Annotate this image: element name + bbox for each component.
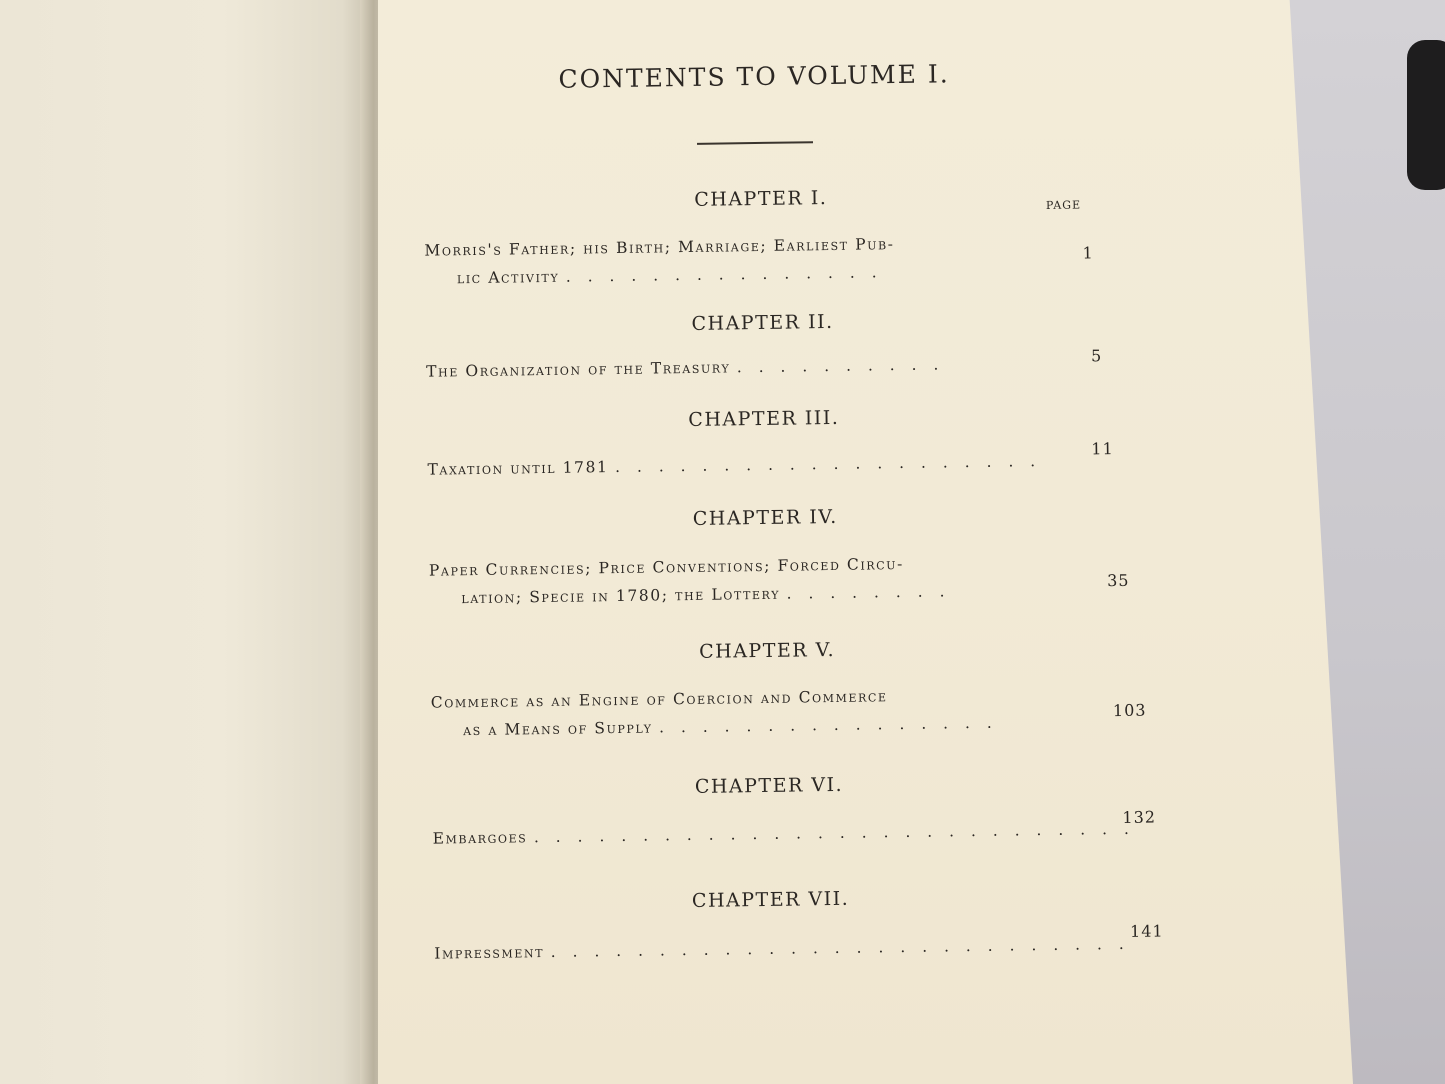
entry-text-line1: Impressment (434, 943, 545, 963)
chapter-heading: CHAPTER IV. (692, 505, 838, 530)
title-rule (697, 141, 813, 145)
chapter-entry (431, 679, 1112, 744)
dot-leader: . . . . . . . . . . . . . . . . . . . . . . . . . . . (550, 934, 1130, 961)
chapter-entry (427, 446, 1107, 483)
entry-text-line2: lic Activity (456, 267, 560, 288)
dot-leader: . . . . . . . . . . (736, 355, 945, 377)
page-number: 35 (1107, 570, 1130, 591)
chapter-heading: CHAPTER V. (698, 638, 836, 663)
chapter-heading: CHAPTER VII. (691, 887, 850, 912)
entry-text-line1: Morris's Father; his Birth; Marriage; Earliest Pub- (424, 235, 895, 260)
chapter-heading: CHAPTER I. (694, 187, 828, 211)
page-number: 141 (1129, 921, 1164, 941)
entry-text-line2: as a Means of Supply (463, 718, 653, 740)
dot-leader: . . . . . . . . (786, 582, 951, 603)
entry-text-line1: Embargoes (432, 828, 528, 848)
entry-text-line1: Paper Currencies; Price Conventions; Forced Circu- (428, 554, 905, 580)
page-number: 1 (1082, 243, 1094, 263)
entry-text-line1: Taxation until 1781 (427, 458, 609, 479)
entry-text-line1: Commerce as an Engine of Coercion and Commerce (430, 687, 888, 712)
chapter-heading: CHAPTER II. (691, 310, 834, 335)
chapter-entry (424, 227, 1105, 292)
page-number: 103 (1112, 700, 1147, 721)
chapter-heading: CHAPTER III. (688, 406, 840, 431)
chapter-heading: CHAPTER VI. (694, 773, 844, 798)
entry-text-line2: lation; Specie in 1780; the Lottery (461, 584, 781, 608)
dot-leader: . . . . . . . . . . . . . . . . . . . . . . . . . . . . (533, 819, 1135, 847)
dot-leader: . . . . . . . . . . . . . . . . (658, 713, 998, 737)
entry-text-line1: The Organization of the Treasury (426, 358, 731, 381)
page-title: CONTENTS TO VOLUME I. (558, 59, 950, 94)
chapter-entry (426, 348, 1106, 385)
page-number: 5 (1090, 346, 1103, 366)
page-number: 132 (1122, 807, 1157, 827)
page-number: 11 (1091, 439, 1114, 459)
dot-leader: . . . . . . . . . . . . . . . . . . . . (614, 452, 1042, 477)
dot-leader: . . . . . . . . . . . . . . . (565, 263, 883, 286)
chapter-entry (434, 930, 1130, 967)
chapter-entry (429, 547, 1110, 612)
chapter-entry (432, 815, 1135, 852)
page-column-header: PAGE (1045, 198, 1082, 212)
